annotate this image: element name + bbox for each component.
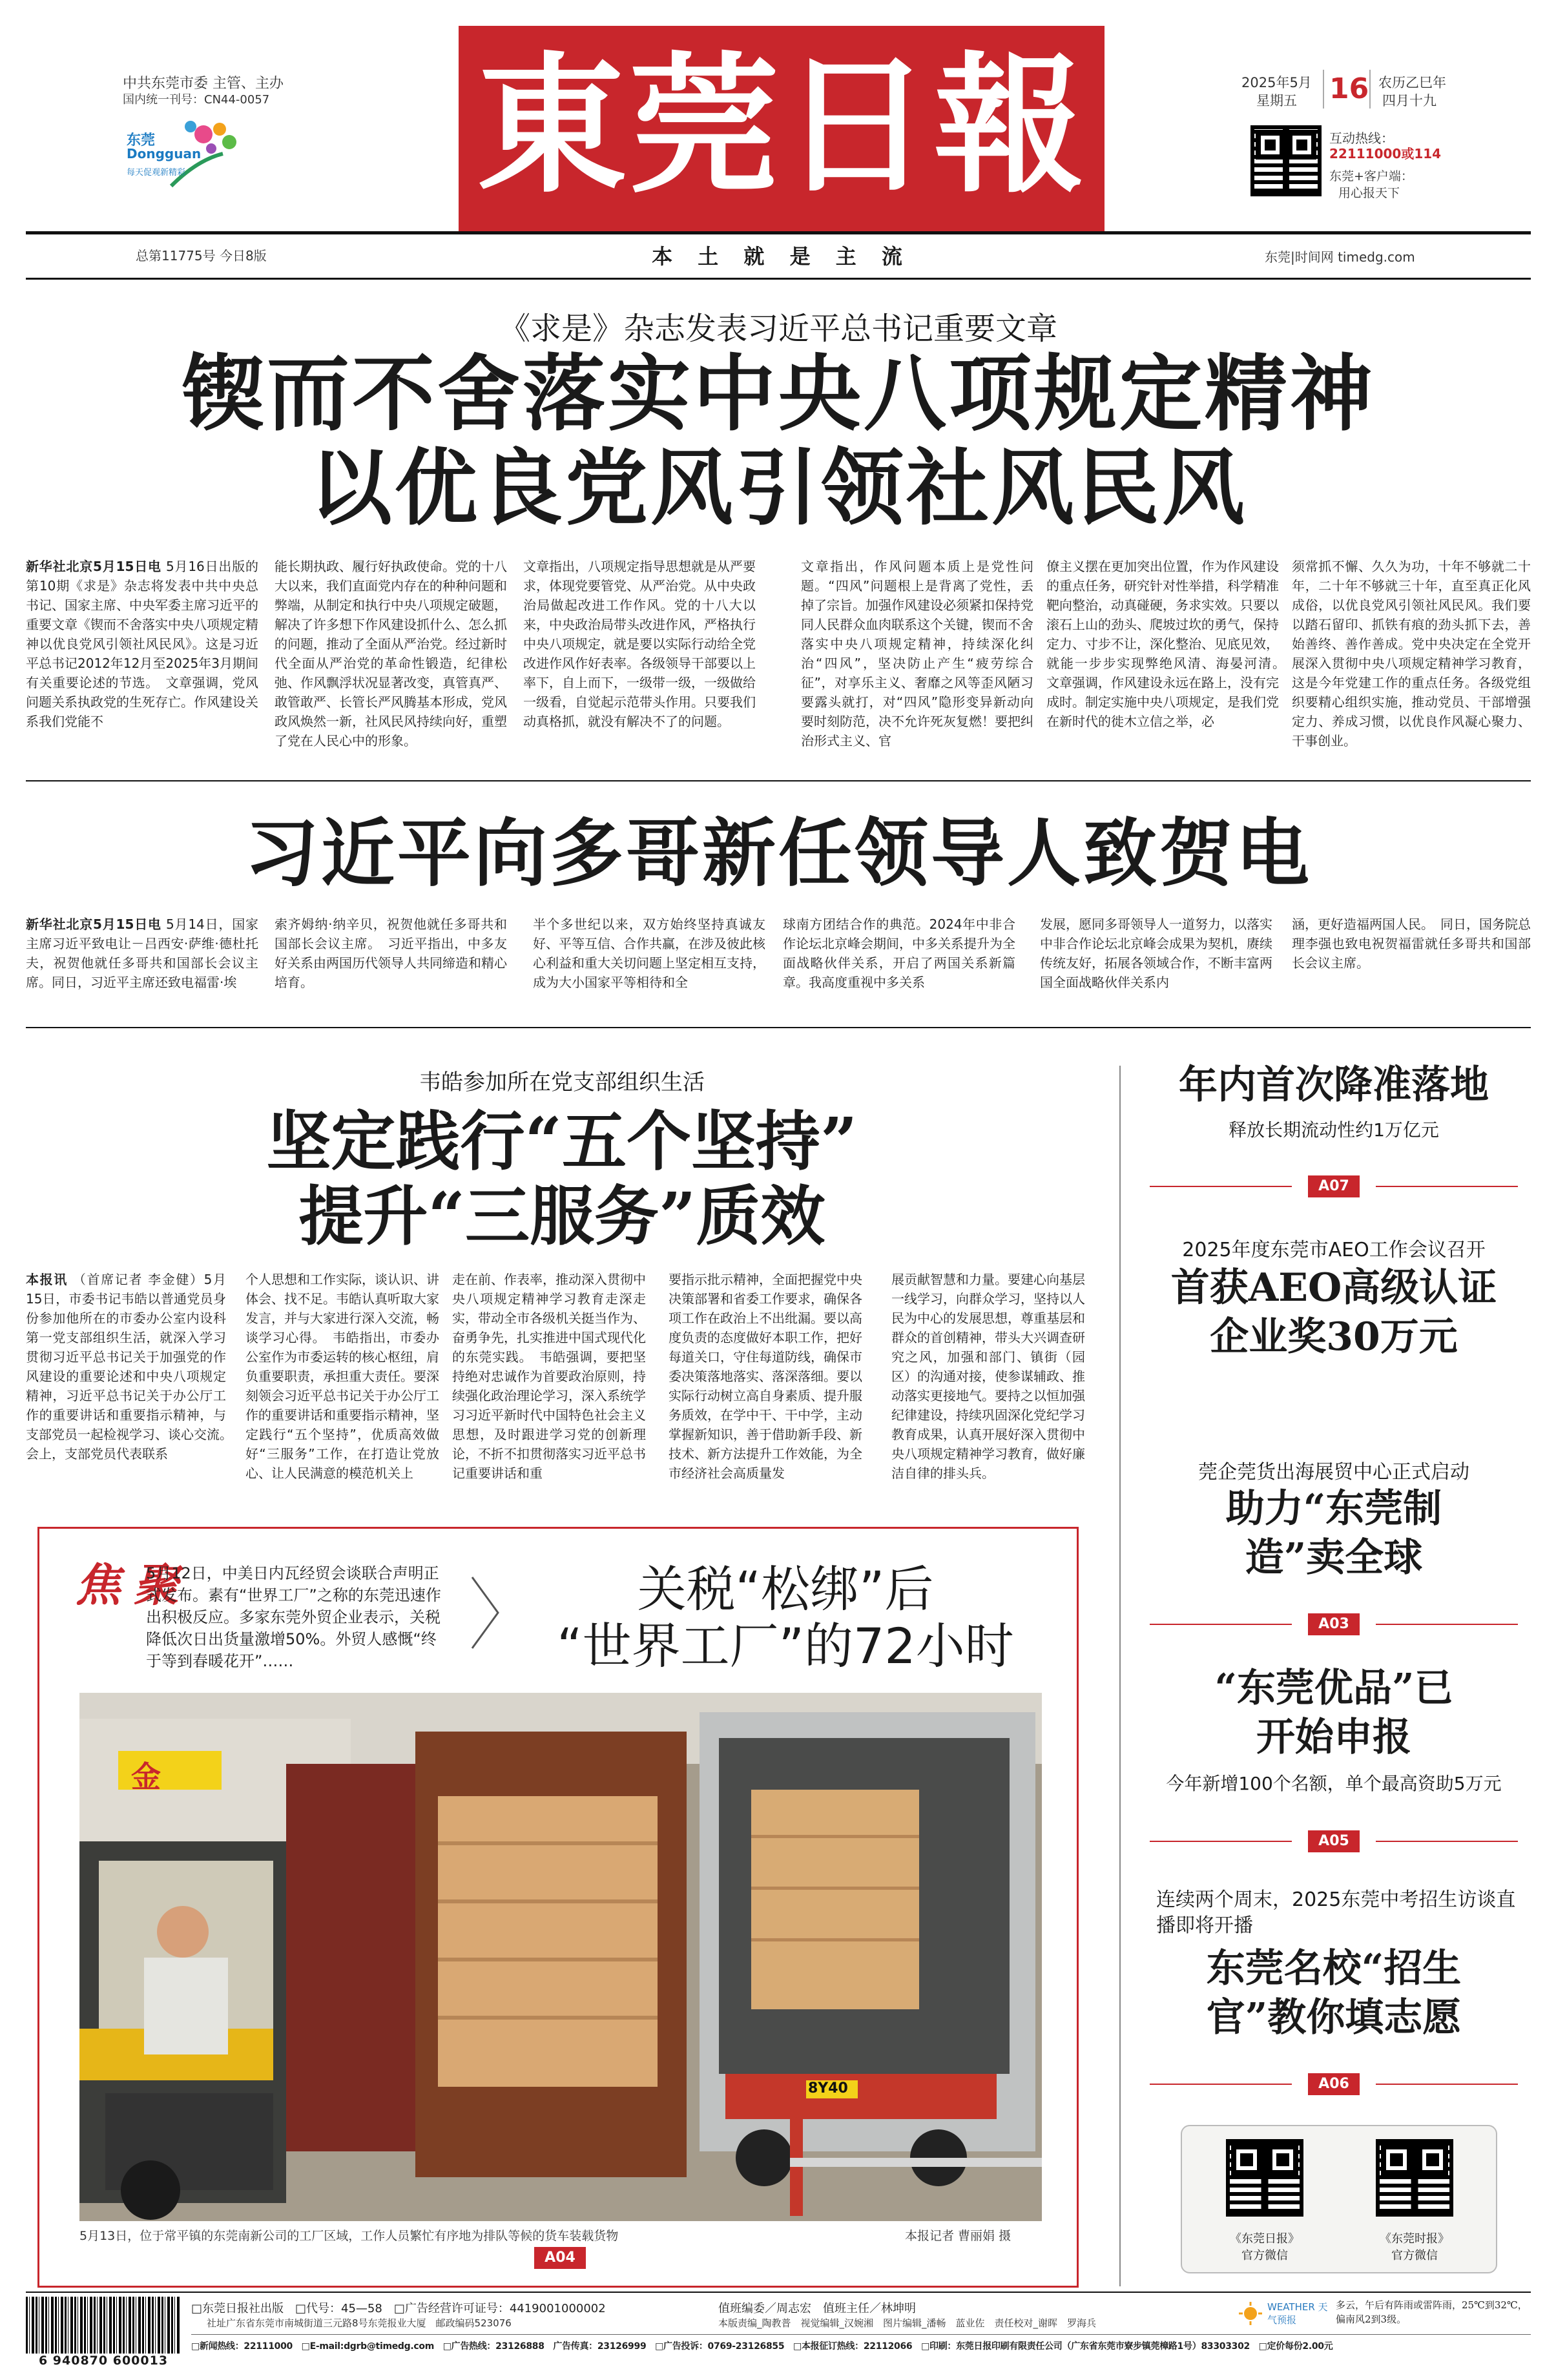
togo-column-3: 半个多世纪以来，双方始终坚持真诚友好、平等互信、合作共赢，在涉及彼此核心利益和重大关切问题上坚定相互支持，成为大小国家平等相待和全 (533, 916, 765, 990)
date-divider (1323, 70, 1324, 109)
lead-kicker: 《求是》杂志发表习近平总书记重要文章 (499, 311, 1057, 347)
sidebar-4-rule-right (1376, 1841, 1518, 1842)
togo-column-1 (26, 915, 258, 993)
masthead-title: 東莞日報 (476, 37, 1086, 213)
party-column-1-text: （首席记者 李金健）5月15日，市委书记韦皓以普通党员身份参加他所在的市委办公室内设科第一党支部组织生活，就深入学习贯彻习近平总书记关于加强党的作风建设的重要论述和中央八项规定精神，习近平总书记关于办公厅工作的重要讲话和重要指示精神，与支部党员一起检视学习、谈心交流。 会上，支部党员代表联系 (26, 1272, 239, 1462)
barcode-number: 6 940870 600013 (38, 2354, 169, 2368)
masthead-sponsor: 中共东莞市委 主管、主办 (123, 76, 284, 92)
masthead-title-block (459, 26, 1105, 231)
qr-left-label1: 《东莞日报》 (1230, 2232, 1300, 2246)
masthead-qr-code[interactable] (1250, 125, 1322, 196)
issue-number: 总第11775号 今日8版 (136, 248, 267, 264)
qr-left-label2: 官方微信 (1241, 2249, 1288, 2262)
city-logo-en: Dongguan (127, 146, 202, 161)
togo-headline: 习近平向多哥新任领导人致贺电 (244, 810, 1312, 896)
party-headline-line1: 坚定践行“五个坚持” (266, 1103, 858, 1179)
togo-column-4: 球南方团结合作的典范。2024年中非合作论坛北京峰会期间，中多关系提升为全面战略伙伴关系，开启了两国关系新篇章。我高度重视中多关系 (783, 916, 1015, 990)
sidebar-1-headline[interactable]: 年内首次降准落地 (1179, 1062, 1489, 1108)
sidebar-5-rule-left (1150, 2084, 1292, 2085)
sidebar-1-rule-right (1376, 1186, 1518, 1187)
lead-column-2: 能长期执政、履行好执政使命。党的十八大以来，我们直面党内存在的种种问题和弊端，从制定和执行中央八项规定破题，解决了许多想下作风建设抓什么、怎么抓的问题，推动了全面从严治党。经过新时代全面从严治党的革命性锻造，纪律松弛、作风飘浮状况显著改变，真管真严、敢管敢严、长管长严风腾基本形成，党风政风焕然一新，社风民风持续向好，重塑了党在人民心中的形象。 (275, 559, 507, 749)
date-year-month: 2025年5月 (1241, 75, 1312, 90)
website[interactable]: 东莞|时间网 timedg.com (1265, 249, 1415, 265)
lead-column-5: 僚主义摆在更加突出位置，作为作风建设的重点任务，研究针对性举措，科学精准靶向整治，动真碰硬，务求实效。只要以滚石上山的劲头、爬坡过坎的勇气，保持定力、寸步不让，深化整治、见底见效，就能一步步实现弊绝风清、海晏河清。 文章强调，作风建设永远在路上，没有完成时。制定实施中央八项规定，是我们党在新时代的徙木立信之举，必 (1046, 559, 1292, 729)
togo-divider (26, 1027, 1531, 1028)
masthead-motto: 本 土 就 是 主 流 (652, 244, 911, 269)
party-column-3: 走在前、作表率，推动深入贯彻中央八项规定精神学习教育走深走实，带动全市各级机关挺当作为、奋勇争先，扎实推进中国式现代化的东莞实践。 韦皓强调，要把坚持绝对忠诚作为首要政治原则，持续强化政治理论学习，深入系统学习习近平新时代中国特色社会主义思想，及时跟进学习党的创新理论，不折不扣贯彻落实习近平总书记重要讲话和重 (452, 1272, 646, 1481)
sidebar-2-kicker: 2025年度东莞市AEO工作会议召开 (1182, 1239, 1486, 1261)
togo-column-6: 涵，更好造福两国人民。 同日，国务院总理李强也致电祝贺福雷就任多哥共和国部长会议主席。 (1292, 916, 1531, 971)
tariff-page-ref[interactable]: A04 (534, 2247, 586, 2269)
party-column-1 (26, 1270, 239, 1496)
togo-column-1-text: 5月14日，国家主席习近平致电让－吕西安·萨维·德杜托夫，祝贺他就任多哥共和国部长会议主席。同日，习近平主席还致电福雷·埃 (26, 916, 258, 990)
tariff-feature-box (37, 1527, 1079, 2288)
footer-rule (26, 2292, 1531, 2293)
sidebar-3-headline[interactable]: 助力“东莞制造”卖全球 (1225, 1486, 1442, 1580)
hotline-label: 互动热线： (1329, 130, 1394, 146)
lead-headline-line1: 锲而不舍落实中央八项规定精神 (181, 346, 1375, 442)
masthead-cn-number: 国内统一刊号：CN44-0057 (123, 93, 270, 107)
party-dateline: 本报讯 (26, 1272, 68, 1287)
sidebar-1-sub: 释放长期流动性约1万亿元 (1229, 1119, 1439, 1141)
party-column-5: 展贡献智慧和力量。要建心向基层一线学习，向群众学习，坚持以人民为中心的发展思想，尊重基层和群众的首创精神，带头大兴调查研究之风，加强和部门、镇街（园区）的沟通对接，使参谋辅政、推动落实更接地气。要持之以恒加强纪律建设，持续巩固深化党纪学习教育成果，认真开展好深入贯彻中央八项规定精神学习教育，做好廉洁自律的排头兵。 (891, 1272, 1085, 1481)
lead-column-3: 文章指出，八项规定指导思想就是从严要求，体现党要管党、从严治党。从中央政治局做起改进工作作风。党的十八大以来，中央政治局带头改进作风，严格执行中央八项规定，就是要以实际行动给全党改进作风作好表率。各级领导干部要以上率下，自上而下，一级带一级，一级做给一级看，自觉起示范带头作用。只要我们动真格抓，就没有解决不了的问题。 (523, 559, 756, 729)
client-label: 东莞+客户端： (1329, 169, 1413, 183)
footer-line1: □东莞日报社出版 □代号：45—58 □广告经营许可证号：4419001000002 (191, 2302, 606, 2315)
city-logo-slogan: 每天促观新精彩 (127, 168, 186, 178)
togo-column-2: 索齐姆纳·纳辛贝，祝贺他就任多哥共和国部长会议主席。 习近平指出，中多友好关系由两国历代领导人共同缔造和精心培育。 (275, 916, 507, 990)
footer-line2: 社址广东省东莞市南城街道三元路8号东莞报业大厦 邮政编码523076 (207, 2317, 512, 2329)
sidebar-3-rule-right (1376, 1624, 1518, 1625)
weather-brand: WEATHER 天气预报 (1267, 2301, 1328, 2326)
footer-rule-inner (191, 2334, 1531, 2335)
sidebar-4-sub: 今年新增100个名额，单个最高资助5万元 (1166, 1773, 1502, 1794)
sidebar-5-rule-right (1376, 2084, 1518, 2085)
date-day: 16 (1329, 72, 1369, 105)
togo-column-5: 发展，愿同多哥领导人一道努力，以落实中非合作论坛北京峰会成果为契机，赓续传统友好，拓展各领域合作，不断丰富两国全面战略伙伴关系内 (1040, 916, 1272, 990)
photo-sign-text: 金 (131, 1759, 161, 1794)
focus-seal (65, 1561, 180, 1645)
sidebar-2-headline[interactable]: 首获AEO高级认证企业奖30万元 (1170, 1265, 1497, 1360)
sidebar-vertical-rule (1119, 1066, 1121, 2286)
sidebar-3-page-ref[interactable]: A03 (1308, 1613, 1360, 1635)
sidebar-3-kicker: 莞企莞货出海展贸中心正式启动 (1198, 1461, 1469, 1484)
party-column-4: 要指示批示精神，全面把握党中央决策部署和省委工作要求，确保各项工作在政治上不出纰漏。要以高度负责的态度做好本职工作，把好每道关口，守住每道防线，确保市委决策落地落实、落深落细。要以实际行动树立高自身素质、提升服务质效，在学中干、干中学，主动掌握新知识，善于借助新手段、新技术、新方法提升工作效能，为全市经济社会高质量发 (669, 1272, 862, 1481)
lead-headline-line2: 以优良党风引领社风民风 (309, 440, 1247, 537)
footer-line1-right: 值班编委／周志宏 值班主任／林坤明 (718, 2302, 916, 2315)
sidebar-5-headline[interactable]: 东莞名校“招生官”教你填志愿 (1206, 1946, 1462, 2040)
sidebar-4-page-ref[interactable]: A05 (1308, 1830, 1360, 1852)
sidebar-1-page-ref[interactable]: A07 (1308, 1175, 1360, 1197)
party-kicker: 韦皓参加所在党支部组织生活 (419, 1070, 705, 1095)
masthead-rule-top (26, 231, 1531, 234)
date-divider-2 (1369, 70, 1371, 109)
chevron-right-icon (466, 1574, 504, 1651)
tariff-intro: 5月12日，中美日内瓦经贸会谈联合声明正式发布。素有“世界工厂”之称的东莞迅速作出积极反应。多家东莞外贸企业表示，关税降低次日出货量激增50%。外贸人感慨“终于等到春暖花开”…… (146, 1564, 441, 1670)
weather-sun-icon (1238, 2301, 1263, 2326)
barcode (26, 2297, 181, 2373)
date-weekday: 星期五 (1256, 93, 1297, 109)
focus-seal-text: 聚焦 (68, 1561, 180, 1606)
qr-panel (1181, 2125, 1497, 2273)
tariff-headline-line1: 关税“松绑”后 (637, 1560, 934, 1618)
lunar-year: 农历乙巳年 (1378, 75, 1446, 90)
forklift-loading-photo (79, 1693, 1042, 2221)
party-column-2: 个人思想和工作实际，谈认识、讲体会、找不足。韦皓认真听取大家发言，并与大家进行深入交流，畅谈学习心得。 韦皓指出，市委办公室作为市委运转的核心枢纽，肩负重要职责，承担重大责任。要深刻领会习近平总书记关于办公厅工作的重要讲话和重要指示精神，坚定践行“五个坚持”，优质高效做好“三服务”工作，在打造让党放心、让人民满意的模范机关上 (245, 1272, 439, 1481)
city-logo-cn: 东莞 (127, 132, 156, 149)
sidebar-4-rule-left (1150, 1841, 1292, 1842)
sidebar-1-rule-left (1150, 1186, 1292, 1187)
lead-column-4: 文章指出，作风问题本质上是党性问题。“四风”问题根上是背离了党性，丢掉了宗旨。加强作风建设必须紧扣保持党同人民群众血肉联系这个关键，锲而不舍落实中央八项规定精神，持续深化纠治“四风”，坚决防止产生“疲劳综合征”，对享乐主义、奢靡之风等歪风陋习要露头就打，对“四风”隐形变异新动向要时刻防范，决不允许死灰复燃！要把纠治形式主义、官 (801, 559, 1033, 749)
sidebar-5-kicker: 连续两个周末，2025东莞中考招生访谈直播即将开播 (1156, 1888, 1516, 1937)
footer-line3: □新闻热线：22111000 □E-mail:dgrb@timedg.com □广告热线：23126888 广告传真：23126999 □广告投诉：0769-23126855 □本报征订热线：22112066 □印刷：东莞日报印刷有限责任公司（广东省东莞市寮步镇莞樟路1号）83303302 □定价每份2.00元 (191, 2341, 1333, 2352)
client-slogan: 用心报天下 (1338, 186, 1400, 200)
tariff-headline-line2: “世界工厂”的72小时 (557, 1617, 1014, 1675)
qr-right-label1: 《东莞时报》 (1380, 2232, 1449, 2246)
masthead-rule-bottom (26, 278, 1531, 280)
sidebar-4-headline[interactable]: “东莞优品”已开始申报 (1214, 1666, 1453, 1760)
photo-credit: 本报记者 曹丽娟 摄 (905, 2229, 1011, 2243)
lead-dateline: 新华社北京5月15日电 (26, 559, 161, 574)
lunar-day: 四月十九 (1382, 93, 1437, 109)
qr-right-label2: 官方微信 (1391, 2249, 1438, 2262)
qr-dgrb[interactable] (1226, 2139, 1303, 2217)
tariff-photo (79, 1693, 1042, 2221)
truck-plate: 8Y40 (808, 2080, 848, 2096)
sidebar-5-page-ref[interactable]: A06 (1308, 2073, 1360, 2095)
photo-caption: 5月13日，位于常平镇的东莞南新公司的工厂区域，工作人员繁忙有序地为排队等候的货车装载货物 (79, 2229, 619, 2243)
lead-column-1 (26, 557, 258, 729)
weather-text: 多云，午后有阵雨或雷阵雨，25℃到32℃，偏南风2到3级。 (1336, 2299, 1528, 2325)
lead-column-1-text: 5月16日出版的第10期《求是》杂志将发表中共中央总书记、国家主席、中央军委主席习近平的重要文章《锲而不舍落实中央八项规定精神以优良党风引领社风民风》。这是习近平总书记2012年12月至2025年3月期间有关重要论述的节选。 文章强调，党风问题关系执政党的生死存亡。作风建设关系我们党能不 (26, 559, 258, 729)
footer-line2-right: 本版责编_陶教普 视觉编辑_汉婉湘 图片编辑_潘畅 蓝业佐 责任校对_谢晖 罗海兵 (718, 2317, 1097, 2329)
lead-column-6: 须常抓不懈、久久为功，十年不够就二十年，二十年不够就三十年，直至真正化风成俗，以优良党风引领社风民风。我们要以踏石留印、抓铁有痕的劲头抓下去，善始善终、善作善成。党中央决定在全党开展深入贯彻中央八项规定精神学习教育，这是今年党建工作的重点任务。各级党组织要精心组织实施，推动党员、干部增强定力、养成习惯，以优良作风凝心聚力、干事创业。 (1292, 559, 1531, 749)
party-headline-line2: 提升“三服务”质效 (298, 1178, 825, 1254)
lead-divider (26, 780, 1531, 781)
sidebar-3-rule-left (1150, 1624, 1292, 1625)
qr-dgsb[interactable] (1376, 2139, 1453, 2217)
togo-dateline: 新华社北京5月15日电 (26, 916, 161, 932)
hotline-number: 22111000或114 (1329, 146, 1442, 161)
